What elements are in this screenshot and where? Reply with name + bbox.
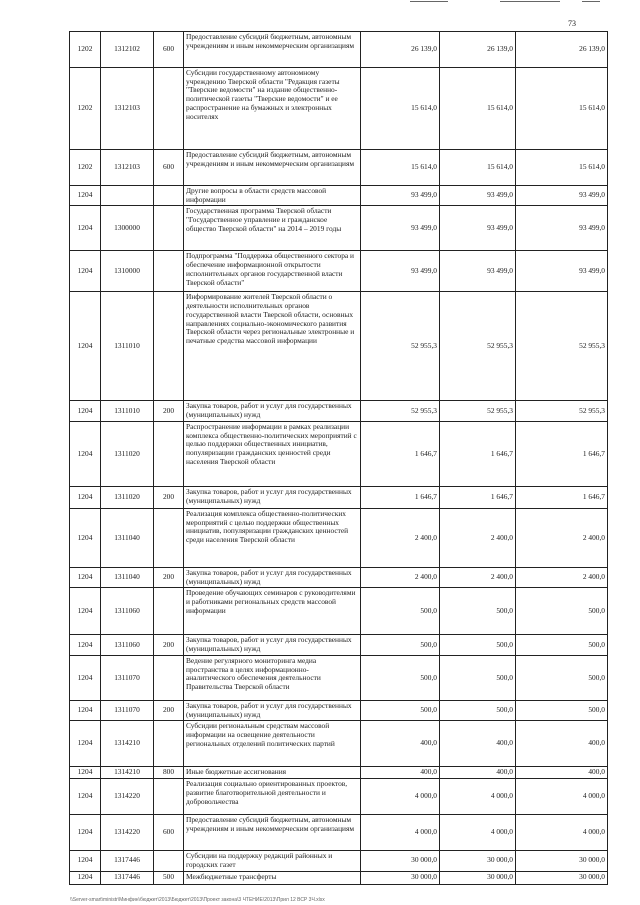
cell-amount-2016: 30 000,0 [516, 871, 608, 884]
cell-expense-type: 600 [154, 815, 184, 851]
cell-name: Распространение информации в рамках реализации комплекса общественно-политических мероприятий с целью поддержки общественных инициатив, популяризации гражданских ценностей среди населения Тверской области [184, 421, 361, 486]
cell-section: 1202 [70, 68, 101, 150]
cell-section: 1204 [70, 779, 101, 815]
cell-name: Государственная программа Тверской области "Государственное управление и гражданское общество Тверской области" на 2014 – 2019 годы [184, 206, 361, 251]
cell-article: 1314210 [101, 721, 154, 767]
table-row [70, 32, 608, 68]
cell-amount-2015: 500,0 [440, 655, 516, 700]
cell-article: 1311040 [101, 508, 154, 567]
cell-amount-2015: 400,0 [440, 767, 516, 779]
cell-expense-type [154, 588, 184, 635]
cell-amount-2016: 400,0 [516, 721, 608, 767]
cell-article: 1311020 [101, 486, 154, 508]
cell-name: Субсидии на поддержку редакций районных и городских газет [184, 851, 361, 871]
cell-amount-2014: 500,0 [361, 635, 440, 655]
cell-name: Предоставление субсидий бюджетным, автономным учреждениям и иным некоммерческим организациям [184, 32, 361, 68]
cell-amount-2014: 2 400,0 [361, 508, 440, 567]
cell-article: 1300000 [101, 206, 154, 251]
cell-expense-type [154, 206, 184, 251]
table-row [70, 635, 608, 655]
cell-section: 1204 [70, 815, 101, 851]
cell-section: 1202 [70, 150, 101, 186]
cell-section: 1204 [70, 486, 101, 508]
cell-section: 1204 [70, 206, 101, 251]
cell-name: Ведение регулярного мониторинга медиа пространства в целях информационно-аналитического обеспечения деятельности Правительства Тверской области [184, 655, 361, 700]
cell-amount-2014: 15 614,0 [361, 150, 440, 186]
cell-amount-2016: 4 000,0 [516, 779, 608, 815]
table-row [70, 206, 608, 251]
cell-amount-2015: 30 000,0 [440, 871, 516, 884]
cell-amount-2016: 15 614,0 [516, 68, 608, 150]
table-row [70, 150, 608, 186]
cell-amount-2016: 52 955,3 [516, 401, 608, 421]
cell-name: Иные бюджетные ассигнования [184, 767, 361, 779]
cell-section: 1204 [70, 588, 101, 635]
cell-section: 1204 [70, 767, 101, 779]
cell-name: Реализация социально ориентированных проектов, развитие благотворительной деятельности и добровольчества [184, 779, 361, 815]
cell-amount-2015: 52 955,3 [440, 401, 516, 421]
cell-expense-type [154, 721, 184, 767]
cell-amount-2014: 400,0 [361, 767, 440, 779]
cell-amount-2015: 15 614,0 [440, 68, 516, 150]
cell-amount-2016: 400,0 [516, 767, 608, 779]
cell-expense-type [154, 186, 184, 206]
cell-amount-2015: 1 646,7 [440, 486, 516, 508]
cell-amount-2015: 500,0 [440, 588, 516, 635]
cell-article: 1311060 [101, 635, 154, 655]
cell-amount-2014: 1 646,7 [361, 421, 440, 486]
cell-amount-2016: 500,0 [516, 588, 608, 635]
cell-expense-type [154, 655, 184, 700]
cell-name: Реализация комплекса общественно-политических мероприятий с целью поддержки общественных инициатив, популяризации гражданских ценностей среди населения Тверской области [184, 508, 361, 567]
cell-amount-2016: 500,0 [516, 700, 608, 720]
cell-amount-2016: 500,0 [516, 655, 608, 700]
cell-expense-type: 600 [154, 150, 184, 186]
cell-article [101, 186, 154, 206]
cell-name: Закупка товаров, работ и услуг для государственных (муниципальных) нужд [184, 401, 361, 421]
cell-article: 1314220 [101, 779, 154, 815]
cell-amount-2015: 400,0 [440, 721, 516, 767]
cell-expense-type [154, 292, 184, 401]
cell-name: Закупка товаров, работ и услуг для государственных (муниципальных) нужд [184, 635, 361, 655]
cell-article: 1317446 [101, 851, 154, 871]
cell-article: 1311020 [101, 421, 154, 486]
cell-amount-2015: 52 955,3 [440, 292, 516, 401]
cell-name: Закупка товаров, работ и услуг для государственных (муниципальных) нужд [184, 486, 361, 508]
table-row [70, 815, 608, 851]
table-row [70, 292, 608, 401]
cell-section: 1204 [70, 655, 101, 700]
cell-amount-2014: 30 000,0 [361, 851, 440, 871]
cell-expense-type: 200 [154, 401, 184, 421]
table-row [70, 721, 608, 767]
cell-section: 1204 [70, 292, 101, 401]
cell-amount-2016: 52 955,3 [516, 292, 608, 401]
cell-expense-type [154, 421, 184, 486]
page-number: 73 [568, 19, 576, 28]
cell-name: Закупка товаров, работ и услуг для государственных (муниципальных) нужд [184, 567, 361, 587]
cell-article: 1310000 [101, 251, 154, 292]
cell-amount-2014: 93 499,0 [361, 186, 440, 206]
cell-article: 1314210 [101, 767, 154, 779]
cell-section: 1204 [70, 401, 101, 421]
cell-amount-2016: 500,0 [516, 635, 608, 655]
table-row [70, 486, 608, 508]
cell-article: 1311040 [101, 567, 154, 587]
table-row [70, 401, 608, 421]
cell-name: Субсидии государственному автономному учреждению Тверской области "Редакция газеты "Тверские ведомости" на издание общественно-политической газеты "Тверские ведомости" и ее распространение на бумажных и электронных носителях [184, 68, 361, 150]
cell-amount-2014: 4 000,0 [361, 779, 440, 815]
table-row [70, 567, 608, 587]
cell-amount-2015: 500,0 [440, 635, 516, 655]
cell-expense-type: 200 [154, 567, 184, 587]
cell-name: Предоставление субсидий бюджетным, автономным учреждениям и иным некоммерческим организациям [184, 815, 361, 851]
cell-name: Информирование жителей Тверской области о деятельности исполнительных органов государственной власти Тверской области, основных направлениях социально-экономического развития Тверской области через региональные электронные и печатные средства массовой информации [184, 292, 361, 401]
cell-expense-type: 200 [154, 700, 184, 720]
cell-name: Межбюджетные трансферты [184, 871, 361, 884]
table-row [70, 508, 608, 567]
table-row [70, 779, 608, 815]
cell-amount-2014: 2 400,0 [361, 567, 440, 587]
cell-amount-2015: 15 614,0 [440, 150, 516, 186]
cell-expense-type [154, 68, 184, 150]
cell-section: 1204 [70, 635, 101, 655]
cell-article: 1312103 [101, 150, 154, 186]
cell-amount-2016: 2 400,0 [516, 567, 608, 587]
cell-article: 1311070 [101, 700, 154, 720]
cell-article: 1311070 [101, 655, 154, 700]
cell-amount-2014: 93 499,0 [361, 206, 440, 251]
cell-name: Проведение обучающих семинаров с руководителями и работниками региональных средств массовой информации [184, 588, 361, 635]
table-row [70, 588, 608, 635]
cell-section: 1202 [70, 32, 101, 68]
cell-amount-2016: 1 646,7 [516, 486, 608, 508]
cell-section: 1204 [70, 186, 101, 206]
cell-name: Субсидии региональным средствам массовой информации на освещение деятельности региональных отделений политических партий [184, 721, 361, 767]
cell-amount-2015: 2 400,0 [440, 567, 516, 587]
cell-amount-2014: 26 139,0 [361, 32, 440, 68]
cell-amount-2016: 1 646,7 [516, 421, 608, 486]
cell-article: 1311060 [101, 588, 154, 635]
cell-expense-type: 800 [154, 767, 184, 779]
cell-article: 1312102 [101, 32, 154, 68]
budget-table [69, 31, 608, 885]
cell-amount-2015: 93 499,0 [440, 206, 516, 251]
table-row [70, 251, 608, 292]
cell-amount-2016: 93 499,0 [516, 186, 608, 206]
cell-section: 1204 [70, 251, 101, 292]
cell-amount-2014: 400,0 [361, 721, 440, 767]
cell-expense-type: 500 [154, 871, 184, 884]
cell-amount-2015: 500,0 [440, 700, 516, 720]
cell-expense-type: 200 [154, 635, 184, 655]
table-row [70, 655, 608, 700]
cell-article: 1312103 [101, 68, 154, 150]
cell-amount-2015: 93 499,0 [440, 251, 516, 292]
cell-amount-2016: 2 400,0 [516, 508, 608, 567]
cell-amount-2015: 2 400,0 [440, 508, 516, 567]
table-row [70, 186, 608, 206]
cell-amount-2016: 93 499,0 [516, 206, 608, 251]
cell-expense-type: 200 [154, 486, 184, 508]
cell-expense-type [154, 251, 184, 292]
cell-name: Другие вопросы в области средств массовой информации [184, 186, 361, 206]
table-row [70, 851, 608, 871]
cell-expense-type [154, 851, 184, 871]
table-row [70, 68, 608, 150]
cell-amount-2016: 93 499,0 [516, 251, 608, 292]
cell-section: 1204 [70, 567, 101, 587]
cell-expense-type [154, 508, 184, 567]
cell-amount-2015: 30 000,0 [440, 851, 516, 871]
cell-expense-type [154, 779, 184, 815]
cell-amount-2014: 500,0 [361, 700, 440, 720]
top-edge-marks [410, 0, 600, 4]
cell-amount-2016: 26 139,0 [516, 32, 608, 68]
cell-article: 1314220 [101, 815, 154, 851]
table-row [70, 421, 608, 486]
cell-section: 1204 [70, 508, 101, 567]
cell-amount-2014: 4 000,0 [361, 815, 440, 851]
cell-amount-2015: 4 000,0 [440, 779, 516, 815]
cell-amount-2016: 4 000,0 [516, 815, 608, 851]
cell-amount-2014: 1 646,7 [361, 486, 440, 508]
table-row [70, 767, 608, 779]
cell-article: 1317446 [101, 871, 154, 884]
cell-name: Подпрограмма "Поддержка общественного сектора и обеспечение информационной открытости исполнительных органов государственной власти Тверской области" [184, 251, 361, 292]
cell-name: Закупка товаров, работ и услуг для государственных (муниципальных) нужд [184, 700, 361, 720]
cell-amount-2015: 4 000,0 [440, 815, 516, 851]
cell-expense-type: 600 [154, 32, 184, 68]
cell-amount-2015: 1 646,7 [440, 421, 516, 486]
cell-article: 1311010 [101, 401, 154, 421]
cell-amount-2014: 52 955,3 [361, 401, 440, 421]
cell-amount-2014: 52 955,3 [361, 292, 440, 401]
cell-amount-2014: 93 499,0 [361, 251, 440, 292]
cell-amount-2014: 15 614,0 [361, 68, 440, 150]
cell-section: 1204 [70, 421, 101, 486]
cell-amount-2015: 93 499,0 [440, 186, 516, 206]
file-path-footer: \\Server-smart\ministr\Минфин\бюджет\2013\Бюджет\2013\Проект закона\3 ЧТЕНИЕ\2013\Прил 12 ВСР 3Ч.xlsx [70, 897, 325, 903]
cell-amount-2014: 500,0 [361, 655, 440, 700]
cell-name: Предоставление субсидий бюджетным, автономным учреждениям и иным некоммерческим организациям [184, 150, 361, 186]
cell-section: 1204 [70, 871, 101, 884]
cell-amount-2014: 30 000,0 [361, 871, 440, 884]
cell-amount-2015: 26 139,0 [440, 32, 516, 68]
cell-amount-2016: 15 614,0 [516, 150, 608, 186]
budget-table-body [70, 32, 608, 885]
cell-article: 1311010 [101, 292, 154, 401]
cell-amount-2016: 30 000,0 [516, 851, 608, 871]
cell-amount-2014: 500,0 [361, 588, 440, 635]
cell-section: 1204 [70, 700, 101, 720]
cell-section: 1204 [70, 721, 101, 767]
cell-section: 1204 [70, 851, 101, 871]
table-row [70, 700, 608, 720]
table-row [70, 871, 608, 884]
